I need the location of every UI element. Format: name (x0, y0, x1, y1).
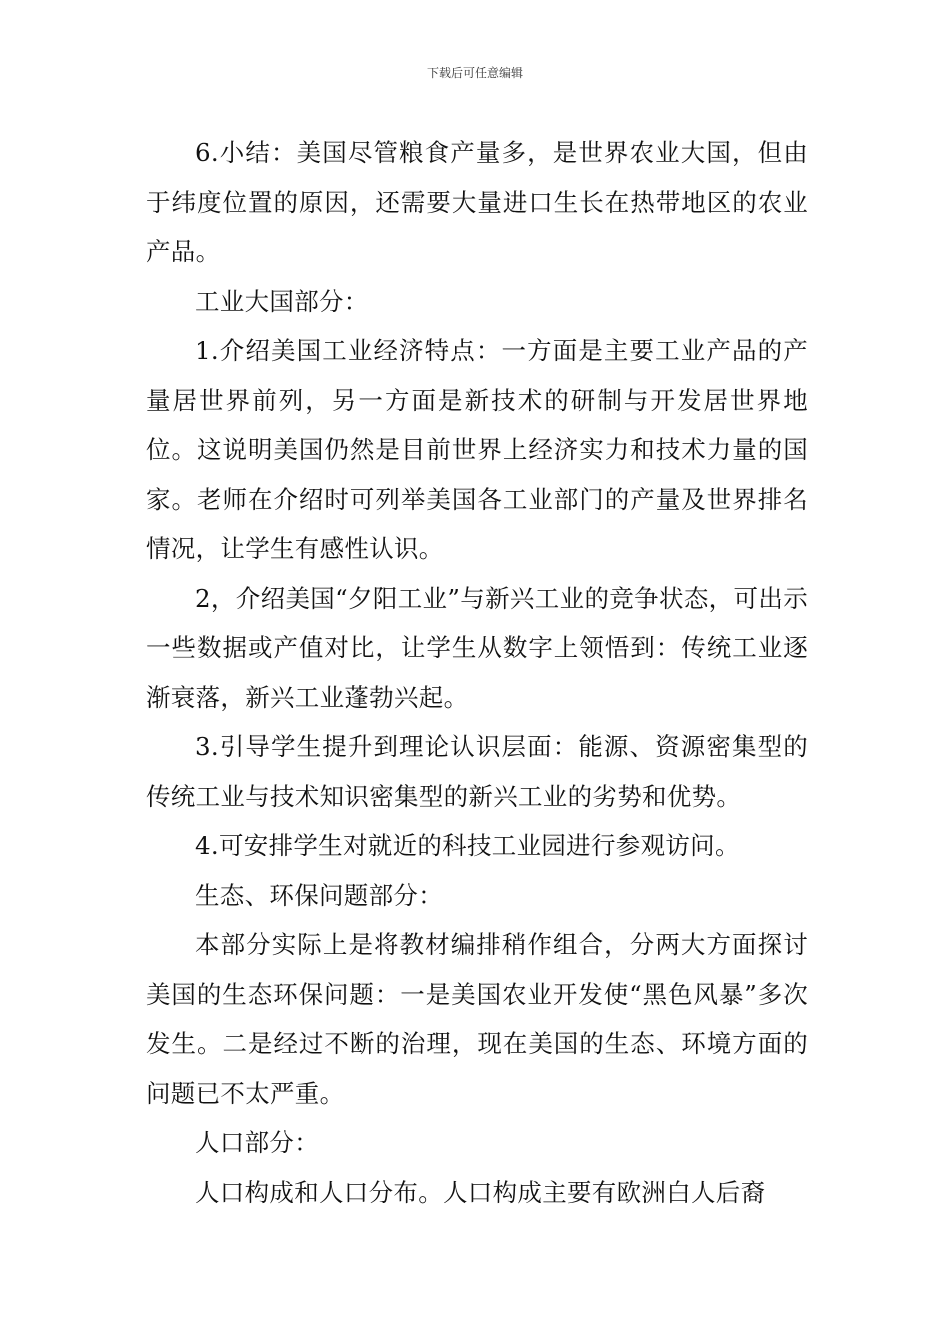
paragraph-ecology: 本部分实际上是将教材编排稍作组合，分两大方面探讨美国的生态环保问题：一是美国农业开发使“黑色风暴”多次发生。二是经过不断的治理，现在美国的生态、环境方面的问题已不太严重。 (146, 930, 808, 1108)
paragraph-industry-point-4: 4.可安排学生对就近的科技工业园进行参观访问。 (195, 831, 740, 860)
section-heading-industry: 工业大国部分： (195, 286, 369, 316)
section-heading-population: 人口部分： (195, 1128, 319, 1157)
paragraph-industry-point-1: 1.介绍美国工业经济特点：一方面是主要工业产品的产量居世界前列，另一方面是新技术的研制与开发居世界地位。这说明美国仍然是目前世界上经济实力和技术力量的国家。老师在介绍时可列举美国各工业部门的产量及世界排名情况，让学生有感性认识。 (146, 336, 808, 563)
paragraph-industry-point-3: 3.引导学生提升到理论认识层面：能源、资源密集型的传统工业与技术知识密集型的新兴工业的劣势和优势。 (146, 732, 808, 811)
page-header: 下载后可任意编辑 (426, 66, 523, 80)
paragraph-industry-point-2: 2，介绍美国“夕阳工业”与新兴工业的竞争状态，可出示一些数据或产值对比，让学生从数字上领悟到：传统工业逐渐衰落，新兴工业蓬勃兴起。 (146, 583, 808, 712)
section-heading-ecology: 生态、环保问题部分： (195, 880, 443, 910)
document-body (146, 128, 808, 1217)
paragraph-population: 人口构成和人口分布。人口构成主要有欧洲白人后裔 (195, 1177, 766, 1207)
paragraph-summary: 6.小结：美国尽管粮食产量多，是世界农业大国，但由于纬度位置的原因，还需要大量进口生长在热带地区的农业产品。 (146, 138, 808, 266)
